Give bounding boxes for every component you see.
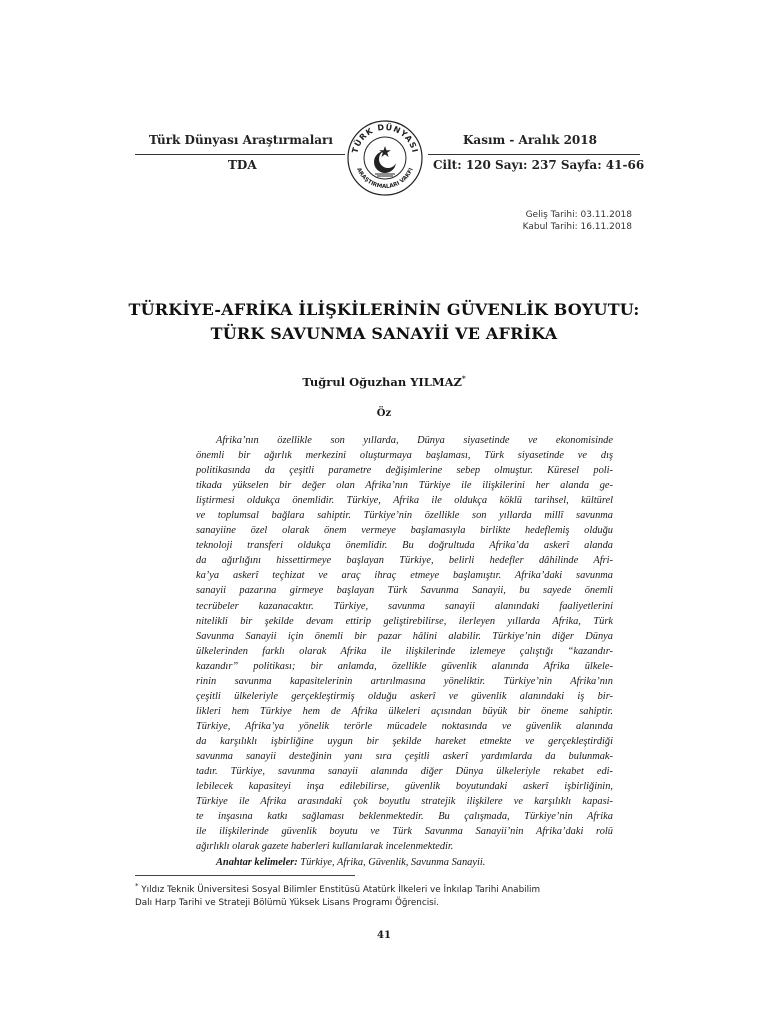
header-rule-left [135, 154, 345, 155]
abstract-line: Türkiye ile Afrika arasındaki çok boyutlu stratejik ilişkilere ve karşılıklı kapasi- [196, 796, 613, 808]
abstract-line: tikada yükselen bir değer olan Afrika’nın Türkiye ile ilişkilerini her alanda ge- [196, 480, 613, 492]
footnote-line-1: Yıldız Teknik Üniversitesi Sosyal Bilimler Enstitüsü Atatürk İlkeleri ve İnkılap Tarihi Anabilim [141, 884, 541, 895]
abstract-line: çeşitli ülkeleriyle gerçekleştirmiş olduğu askerî ve güvenlik alanındaki iş bir- [196, 690, 613, 702]
journal-name: Türk Dünyası Araştırmaları [149, 133, 333, 147]
author [100, 374, 668, 389]
abstract-line: savunma sanayii desteğinin yanı sıra çeşitli askerî yardımlarda da bulunmak- [196, 750, 613, 762]
abstract-heading: Öz [376, 408, 392, 419]
abstract-line: ve toplumsal bağlara sahiptir. Türkiye’nin özellikle son yıllarda millî savunma [196, 510, 613, 522]
abstract-line: tecrübeler kazanacaktır. Türkiye, savunma sanayii alanındaki faaliyetlerini [196, 600, 613, 612]
abstract-line: sanayiine özel olarak önem vermeye başlamasıyla birlikte hedeflemiş olduğu [196, 525, 613, 537]
abstract-line: tadır. Türkiye, savunma sanayii alanında diğer Dünya ülkeleriyle rekabet edi- [196, 766, 613, 778]
journal-abbr: TDA [228, 158, 257, 172]
title-line-2: TÜRK SAVUNMA SANAYİİ VE AFRİKA [210, 324, 558, 343]
issue-date: Kasım - Aralık 2018 [463, 133, 597, 147]
keywords-label: Anahtar kelimeler: [216, 857, 298, 868]
abstract-line: ile ilişkilerinde güvenlik boyutu ve Türk Savunma Sanayii’nin Afrika’daki rolü [196, 826, 613, 838]
abstract-line: ağırlıklı olarak gazete haberleri kullanılarak incelenmektedir. [196, 841, 454, 853]
page-number: 41 [377, 930, 391, 941]
abstract-line: liştirmesi oldukça önemlidir. Türkiye, Afrika ile oldukça köklü tarihsel, kültürel [196, 495, 613, 507]
received-date: Geliş Tarihi: 03.11.2018 [525, 210, 632, 220]
author-footnote-mark: * [461, 374, 466, 383]
abstract-line: Türkiye, Afrika’ya yönelik terörle mücadele noktasında ve güvenlik alanında [196, 720, 613, 732]
abstract-line: da ağırlığını hissettirmeye başlayan Türkiye, belirli hedefler dâhilinde Afri- [196, 555, 613, 567]
footnote-mark: * [135, 882, 139, 890]
abstract-line: lebilecek kapasiteyi inşa edilebilirse, güvenlik boyutundaki askerî işbirliğinin, [196, 781, 613, 793]
article-dates [523, 209, 632, 233]
abstract-line: Savunma Sanayii için önemli bir pazar hâlini alabilir. Türkiye’nin diğer Dünya [196, 630, 613, 642]
abstract-line: likleri hem Türkiye hem de Afrika ülkeleri açısından büyük bir öneme sahiptir. [196, 705, 613, 717]
crescent-star-emblem-icon [345, 118, 425, 198]
abstract-line: te inşasına katkı sağlaması beklenmektedir. Bu çalışmada, Türkiye’nin Afrika [196, 811, 613, 823]
article-title [100, 298, 668, 346]
abstract-body [196, 433, 613, 854]
author-name: Tuğrul Oğuzhan YILMAZ [302, 374, 462, 389]
abstract-line: rinin savunma kapasitelerinin artırılmasına yöneliktir. Türkiye’nin Afrika’nın [196, 675, 613, 687]
accepted-date: Kabul Tarihi: 16.11.2018 [522, 222, 632, 232]
footnote [135, 880, 635, 910]
title-line-1: TÜRKİYE-AFRİKA İLİŞKİLERİNİN GÜVENLİK BOYUTU: [128, 300, 640, 319]
keywords [216, 855, 485, 870]
footnote-rule [135, 875, 355, 876]
abstract-line: önemli bir ağırlık merkezini oluşturmaya başlaması, Türk siyasetinde ve dış [196, 450, 613, 462]
abstract-line: ka’ya askerî teçhizat ve araç ihraç etmeye başlamıştır. Afrika’daki savunma [196, 570, 613, 582]
abstract-line: Afrika’nın özellikle son yıllarda, Dünya siyasetinde ve ekonomisinde [216, 435, 613, 446]
foundation-logo [345, 118, 425, 198]
abstract-line: ülkelerinden farklı olarak Afrika ile ilişkilerinde izlemeye çalıştığı “kazandır- [196, 645, 613, 657]
abstract-line: nitelikli bir şekilde devam ettirip geliştirebilirse, ilerleyen yıllarda Afrika, Türk [196, 615, 613, 627]
abstract-line: politikasında da çeşitli parametre değişimlerine sebep olmuştur. Küresel poli- [196, 465, 613, 477]
footnote-line-2: Dalı Harp Tarihi ve Strateji Bölümü Yüksek Lisans Programı Öğrencisi. [135, 897, 439, 908]
header-rule-right [428, 154, 640, 155]
keywords-list: Türkiye, Afrika, Güvenlik, Savunma Sanayii. [300, 857, 486, 868]
abstract-line: kazandır” politikası; bir anlamda, özellikle güvenlik alanında Afrika ülkele- [196, 660, 613, 672]
abstract-line: sanayii pazarına girmeye başlayan Türk Savunma Sanayii, bu sayede önemli [196, 585, 613, 597]
volume-info: Cilt: 120 Sayı: 237 Sayfa: 41-66 [433, 158, 645, 172]
abstract-line: da karşılıklı işbirliğine uygun bir şekilde hareket etmekte ve gerçekleştirdiği [196, 735, 613, 747]
logo-top-text: TÜRK DÜNYASI [350, 122, 420, 155]
abstract-line: teknoloji transferi oldukça önemlidir. Bu doğrultuda Afrika’da askerî alanda [196, 540, 613, 552]
logo-bottom-text: ARAŞTIRMALARI VAKFI [355, 167, 415, 191]
